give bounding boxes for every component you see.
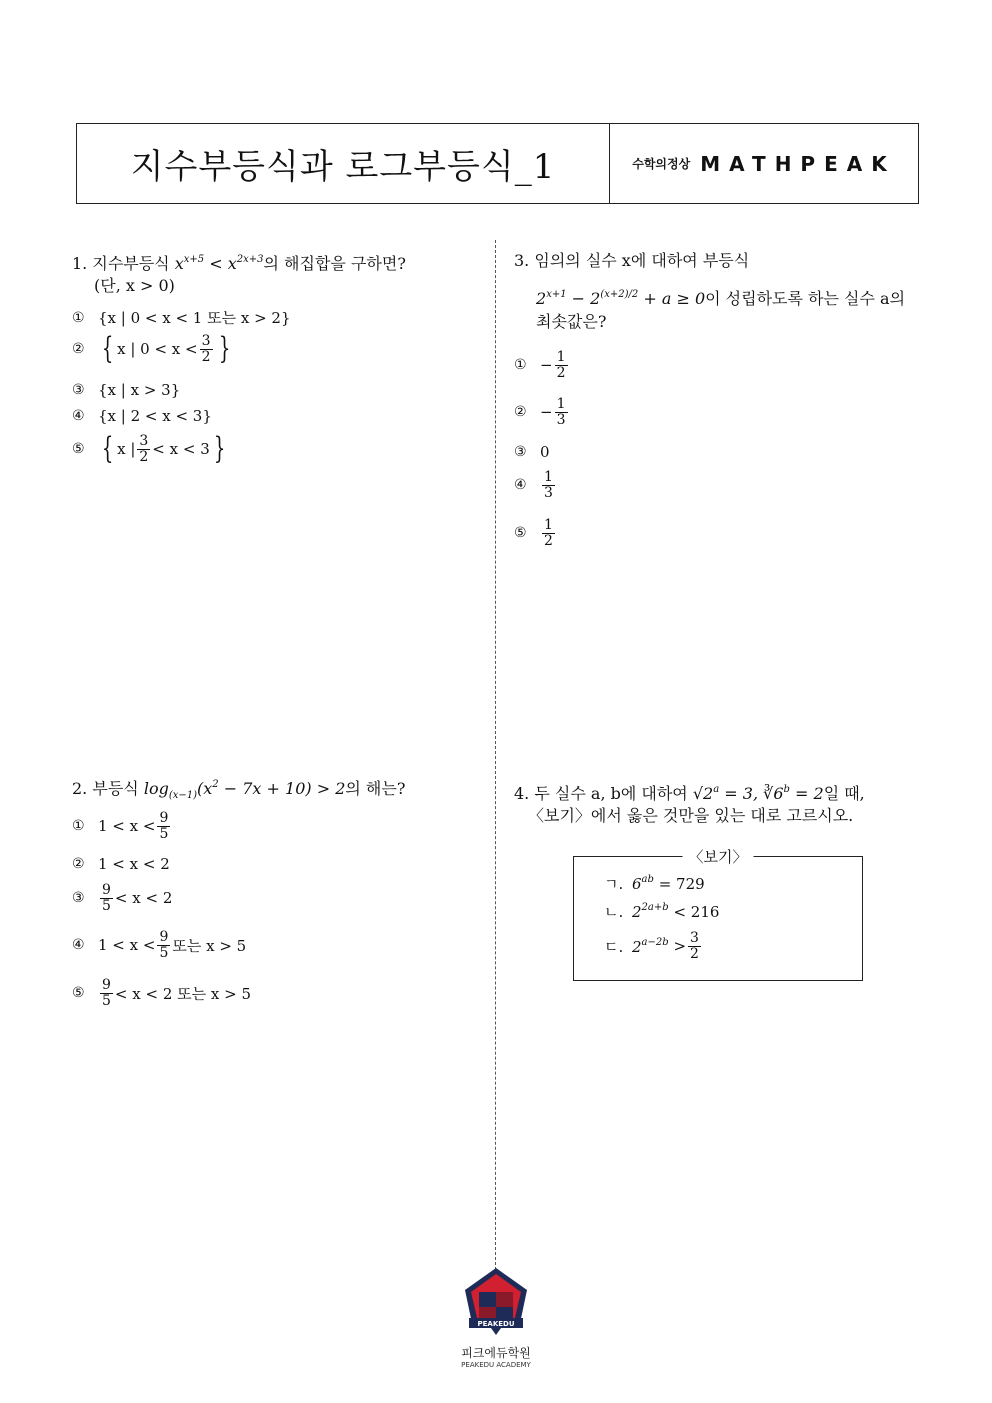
q3-option-1[interactable]: ① − $\frac{1}{2}$: [514, 349, 566, 381]
q2-formula: $\log_{(x-1)}(x^2 - 7x + 10) > 2$: [143, 779, 346, 801]
fraction: $\frac{9}{5}$: [159, 929, 169, 961]
fraction: $\frac{9}{5}$: [159, 810, 169, 842]
academy-name-en: PEAKEDU ACADEMY: [461, 1361, 531, 1369]
question-3: [514, 250, 924, 333]
question-4: [514, 783, 934, 828]
question-3-line-2: $2^{x+1} - 2^{(x+2)/2} + a \ge 0$이 성립하도록 하는 실수 a의: [536, 289, 906, 309]
peakedu-shield-icon: [463, 1266, 529, 1338]
q3-formula: $2^{x+1} - 2^{(x+2)/2} + a \ge 0$: [536, 289, 706, 309]
academy-name: 피크에듀학원: [461, 1346, 531, 1360]
fraction: $\frac{3}{2}$: [201, 333, 211, 365]
example-item-1: ㄱ. $6^{ab}$ = 729: [604, 874, 705, 893]
fraction: $\frac{9}{5}$: [102, 977, 111, 1009]
example-item-2: ㄴ. $2^{2a+b}$ < 216: [604, 902, 720, 921]
q2-option-3[interactable]: ③ $\frac{9}{5}$ < x < 2: [72, 882, 173, 914]
q2-option-1[interactable]: ① 1 < x < $\frac{9}{5}$: [72, 810, 169, 842]
brand-name: MATHPEAK: [700, 151, 896, 176]
q3-option-4[interactable]: ④ $\frac{1}{3}$: [514, 469, 553, 501]
example-box-caption: 〈보기〉: [683, 846, 754, 867]
q3-option-2[interactable]: ② − $\frac{1}{3}$: [514, 396, 566, 428]
header-box: [76, 123, 919, 204]
question-4-line-2: 〈보기〉에서 옳은 것만을 있는 대로 고르시오.: [528, 806, 854, 826]
fraction: $\frac{1}{2}$: [556, 349, 566, 381]
fraction: $\frac{3}{2}$: [690, 930, 699, 962]
q3-option-3[interactable]: ③ 0: [514, 443, 550, 461]
brand-slogan: 수학의정상: [632, 157, 691, 171]
q3-option-5[interactable]: ⑤ $\frac{1}{2}$: [514, 517, 553, 549]
question-3-line-3: 최솟값은?: [536, 311, 607, 331]
fraction: $\frac{1}{3}$: [544, 469, 553, 501]
question-3-line-1: 3. 임의의 실수 x에 대하여 부등식: [514, 251, 750, 270]
question-1-condition: (단, x > 0): [94, 276, 175, 296]
q1-option-2[interactable]: ② { x | 0 < x < $\frac{3}{2}$ }: [72, 331, 230, 367]
fraction: $\frac{3}{2}$: [139, 433, 149, 465]
q1-option-3[interactable]: ③ {x | x > 3}: [72, 381, 181, 399]
brand-block: [610, 124, 918, 203]
logo-banner-text: PEAKEDU: [477, 1320, 515, 1328]
fraction: $\frac{1}{3}$: [556, 396, 566, 428]
fraction: $\frac{1}{2}$: [544, 517, 553, 549]
example-item-3: ㄷ. $2^{a-2b}$ > $\frac{3}{2}$: [604, 930, 699, 962]
question-4-line-1: 4. 두 실수 a, b에 대하여 $√2^a = 3$, $∛6^b = 2$일 때,: [514, 784, 865, 803]
question-1-stem: 1. 지수부등식 $x^{x+5} < x^{2x+3}$의 해집합을 구하면?: [72, 254, 406, 273]
q1-option-1[interactable]: ① {x | 0 < x < 1 또는 x > 2}: [72, 309, 291, 327]
question-2: [72, 778, 482, 803]
academy-logo: [455, 1266, 537, 1369]
q1-formula: $x^{x+5} < x^{2x+3}$: [174, 254, 264, 273]
question-2-stem: 2. 부등식 $\log_{(x-1)}(x^2 - 7x + 10) > 2$의 해는?: [72, 779, 406, 801]
q4-formula: $√2^a = 3$, $∛6^b = 2$: [692, 784, 824, 803]
column-divider: [495, 240, 496, 1270]
q2-option-5[interactable]: ⑤ $\frac{9}{5}$ < x < 2 또는 x > 5: [72, 977, 251, 1009]
q2-option-2[interactable]: ② 1 < x < 2: [72, 855, 170, 873]
q1-option-5[interactable]: ⑤ { x | $\frac{3}{2}$ < x < 3 }: [72, 431, 226, 467]
page-title: 지수부등식과 로그부등식_1: [77, 124, 610, 203]
question-1: [72, 253, 482, 298]
q1-option-4[interactable]: ④ {x | 2 < x < 3}: [72, 407, 212, 425]
fraction: $\frac{9}{5}$: [102, 882, 111, 914]
example-box: [573, 848, 863, 981]
q2-option-4[interactable]: ④ 1 < x < $\frac{9}{5}$ 또는 x > 5: [72, 929, 247, 961]
